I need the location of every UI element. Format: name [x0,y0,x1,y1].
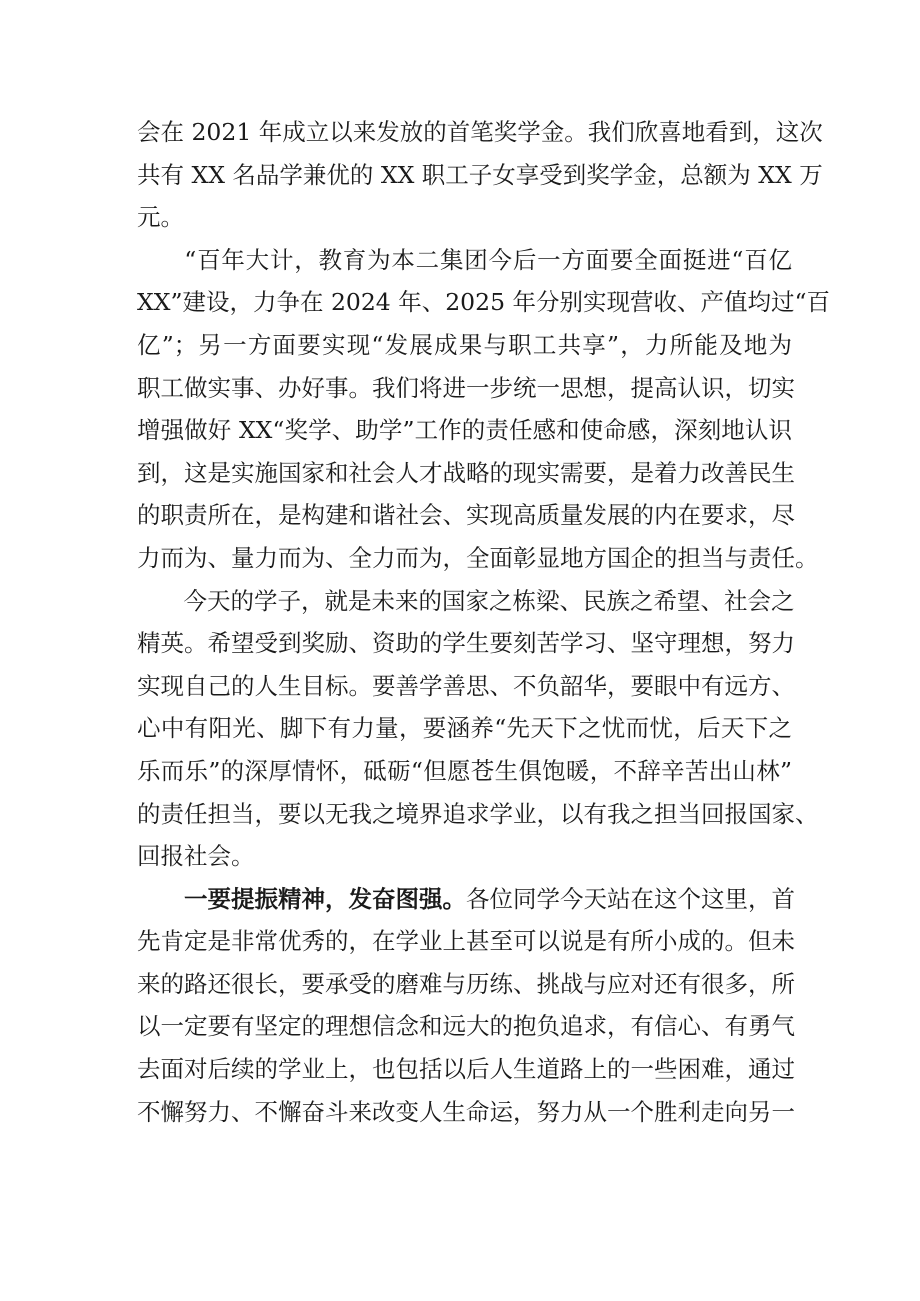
paragraph-2-line-6: 到，这是实施国家和社会人才战略的现实需要，是着力改善民生 [137,458,795,487]
document-body [137,111,831,1133]
paragraph-3 [137,580,819,878]
paragraph-3-line-4: 心中有阳光、脚下有力量，要涵养“先天下之忧而忧，后天下之 [137,714,792,743]
paragraph-3-line-3: 实现自己的人生目标。要善学善思、不负韶华，要眼中有远方、 [137,671,795,700]
paragraph-3-line-6: 的责任担当，要以无我之境界追求学业，以有我之担当回报国家、 [137,799,819,828]
paragraph-4-line-3: 来的路还很长，要承受的磨难与历练、挑战与应对还有很多，所 [137,969,795,998]
paragraph-2-line-5: 增强做好 XX“奖学、助学”工作的责任感和使命感，深刻地认识 [137,416,792,445]
paragraph-4-first-rest: 各位同学今天站在这个这里，首 [466,884,795,913]
paragraph-3-line-1: 今天的学子，就是未来的国家之栋梁、民族之希望、社会之 [160,586,795,615]
paragraph-2 [137,239,831,580]
paragraph-4-line-2: 先肯定是非常优秀的，在学业上甚至可以说是有所小成的。但未 [137,927,795,956]
paragraph-4-heading: 一要提振精神，发奋图强。 [184,884,466,913]
paragraph-3-line-2: 精英。希望受到奖励、资助的学生要刻苦学习、坚守理想，努力 [137,629,795,658]
paragraph-2-line-4: 职工做实事、办好事。我们将进一步统一思想，提高认识，切实 [137,373,795,402]
paragraph-1 [137,111,823,239]
paragraph-4-line-5: 去面对后续的学业上，也包括以后人生道路上的一些困难，通过 [137,1055,795,1084]
paragraph-1-line-2: 共有 XX 名品学兼优的 XX 职工子女享受到奖学金，总额为 XX 万 [137,160,823,189]
paragraph-2-line-3: 亿”；另一方面要实现“发展成果与职工共享”，力所能及地为 [137,330,792,359]
paragraph-2-line-2: XX”建设，力争在 2024 年、2025 年分别实现营收、产值均过“百 [137,288,831,317]
paragraph-1-line-1: 会在 2021 年成立以来发放的首笔奖学金。我们欣喜地看到，这次 [137,118,823,146]
paragraph-4-line-1 [137,878,795,921]
paragraph-3-line-7: 回报社会。 [137,842,255,871]
paragraph-1-line-3: 元。 [137,203,184,232]
paragraph-2-line-8: 力而为、量力而为、全力而为，全面彰显地方国企的担当与责任。 [137,543,819,572]
paragraph-3-line-5: 乐而乐”的深厚情怀，砥砺“但愿苍生俱饱暖，不辞辛苦出山林” [137,756,792,785]
paragraph-4-line-4: 以一定要有坚定的理想信念和远大的抱负追求，有信心、有勇气 [137,1012,795,1041]
paragraph-2-line-1: “百年大计，教育为本二集团今后一方面要全面挺进“百亿 [160,245,792,274]
paragraph-2-line-7: 的职责所在，是构建和谐社会、实现高质量发展的内在要求，尽 [137,501,795,530]
paragraph-4-line-6: 不懈努力、不懈奋斗来改变人生命运，努力从一个胜利走向另一 [137,1097,795,1126]
paragraph-4 [137,878,795,1134]
